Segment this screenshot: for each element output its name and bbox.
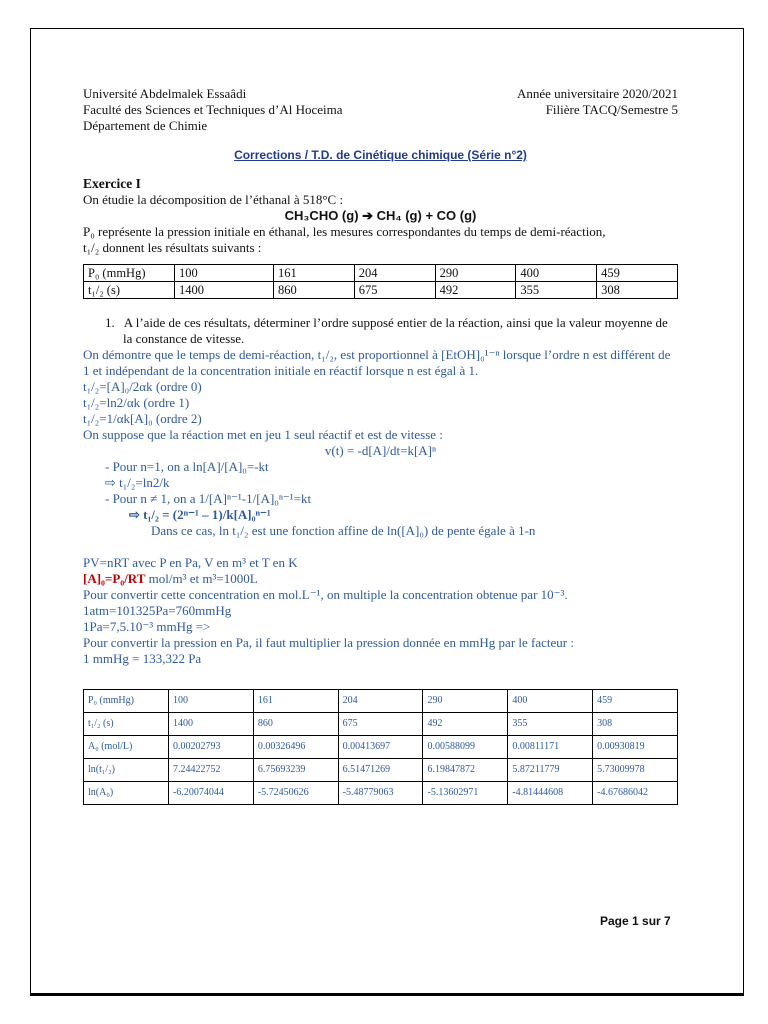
case-n-note: Dans ce cas, ln t₁/₂ est une fonction affine de ln([A]₀) de pente égale à 1-n <box>151 523 536 538</box>
row-label: ln(A₀) <box>84 782 169 805</box>
header <box>83 86 678 134</box>
table-row <box>84 690 678 713</box>
row-label: t₁/₂ (s) <box>84 282 175 299</box>
row-label: ln(t₁/₂) <box>84 759 169 782</box>
table-row <box>84 265 678 282</box>
case-n-half-life: ⇨ t₁/₂ = (2ⁿ⁻¹ – 1)/k[A]₀ⁿ⁻¹ <box>129 507 271 522</box>
table-cell: 492 <box>435 282 516 299</box>
page-bottom-edge <box>30 994 744 996</box>
row-label: A₀ (mol/L) <box>84 736 169 759</box>
reaction-equation: CH₃CHO (g) ➔ CH₄ (g) + CO (g) <box>284 208 477 223</box>
table-cell: 355 <box>508 713 593 736</box>
table-cell: 161 <box>253 690 338 713</box>
table-cell: -4.81444608 <box>508 782 593 805</box>
table-cell: 204 <box>338 690 423 713</box>
case-n1-half-life: ⇨ t₁/₂=ln2/k <box>105 475 170 490</box>
document-body <box>83 86 678 805</box>
initial-concentration <box>83 571 678 587</box>
academic-year: Année universitaire 2020/2021 <box>516 86 678 101</box>
document-title: Corrections / T.D. de Cinétique chimique (Série n°2) <box>234 148 527 162</box>
answer-paragraph-1: On démontre que le temps de demi-réaction, t₁/₂, est proportionnel à [EtOH]₀¹⁻ⁿ lorsque l’ordre n est différent de 1 et indépendant de la concentration initiale en réactif lorsque n est égal à 1. <box>83 347 671 378</box>
table-cell: 0.00413697 <box>338 736 423 759</box>
row-label: t₁/₂ (s) <box>84 713 169 736</box>
table-row <box>84 782 678 805</box>
initial-concentration-unit: mol/m³ et m³=1000L <box>145 571 258 586</box>
rate-law: v(t) = -d[A]/dt=k[A]ⁿ <box>324 443 437 458</box>
table-row <box>84 713 678 736</box>
case-n1-integrated: - Pour n=1, on a ln[A]/[A]₀=-kt <box>105 459 269 474</box>
header-left <box>83 86 343 134</box>
table-cell: -4.67686042 <box>593 782 678 805</box>
table-cell: 0.00588099 <box>423 736 508 759</box>
conversion-note-1: Pour convertir cette concentration en mol.L⁻¹, on multiple la concentration obtenue par 10⁻³. <box>83 587 568 602</box>
case-n-integrated: - Pour n ≠ 1, on a 1/[A]ⁿ⁻¹-1/[A]₀ⁿ⁻¹=kt <box>105 491 312 506</box>
table-cell: 675 <box>338 713 423 736</box>
exercise-description-2: t₁/₂ donnent les résultats suivants : <box>83 240 262 255</box>
table-cell: 400 <box>516 265 597 282</box>
table-row <box>84 282 678 299</box>
half-life-order-0: t₁/₂=[A]₀/2αk (ordre 0) <box>83 379 202 394</box>
table-cell: 5.73009978 <box>593 759 678 782</box>
data-table-2 <box>83 689 678 805</box>
question-1 <box>105 315 678 347</box>
table-cell: 5.87211779 <box>508 759 593 782</box>
answer-paragraph-2: On suppose que la réaction met en jeu 1 seul réactif et est de vitesse : <box>83 427 443 442</box>
table-cell: 308 <box>597 282 678 299</box>
table-cell: 0.00930819 <box>593 736 678 759</box>
ideal-gas-law: PV=nRT avec P en Pa, V en m³ et T en K <box>83 555 298 570</box>
program: Filière TACQ/Semestre 5 <box>545 102 678 117</box>
conversion-note-2: Pour convertir la pression en Pa, il faut multiplier la pression donnée en mmHg par le facteur : <box>83 635 574 650</box>
table-cell: 6.75693239 <box>253 759 338 782</box>
faculty: Faculté des Sciences et Techniques d’Al Hoceima <box>83 102 343 117</box>
table-cell: 290 <box>423 690 508 713</box>
exercise-intro: On étudie la décomposition de l’éthanal à 518°C : <box>83 192 344 207</box>
table-cell: -6.20074044 <box>169 782 254 805</box>
table-cell: 860 <box>253 713 338 736</box>
table-cell: 6.19847872 <box>423 759 508 782</box>
table-cell: 290 <box>435 265 516 282</box>
table-cell: 400 <box>508 690 593 713</box>
table-row <box>84 759 678 782</box>
row-label: P₀ (mmHg) <box>84 265 175 282</box>
question-text: A l’aide de ces résultats, déterminer l’ordre supposé entier de la réaction, ainsi que la valeur moyenne de la constance de vitesse. <box>123 315 668 346</box>
table-cell: 0.00326496 <box>253 736 338 759</box>
table-cell: 6.51471269 <box>338 759 423 782</box>
table-cell: 100 <box>169 690 254 713</box>
header-right <box>517 86 678 134</box>
atm-equivalence: 1atm=101325Pa=760mmHg <box>83 603 232 618</box>
table-cell: 459 <box>593 690 678 713</box>
question-number: 1. <box>105 315 115 330</box>
table-cell: -5.48779063 <box>338 782 423 805</box>
table-cell: 204 <box>354 265 435 282</box>
table-cell: 7.24422752 <box>169 759 254 782</box>
table-cell: 492 <box>423 713 508 736</box>
table-cell: 308 <box>593 713 678 736</box>
exercise-description-1: P₀ représente la pression initiale en éthanal, les mesures correspondantes du temps de demi-réaction, <box>83 224 606 239</box>
table-cell: 1400 <box>169 713 254 736</box>
page-number: Page 1 sur 7 <box>600 914 671 928</box>
table-cell: 1400 <box>175 282 274 299</box>
table-cell: 0.00202793 <box>169 736 254 759</box>
half-life-order-1: t₁/₂=ln2/αk (ordre 1) <box>83 395 190 410</box>
row-label: P₀ (mmHg) <box>84 690 169 713</box>
university: Université Abdelmalek Essaâdi <box>83 86 247 101</box>
table-cell: 0.00811171 <box>508 736 593 759</box>
table-cell: 161 <box>273 265 354 282</box>
table-cell: 459 <box>597 265 678 282</box>
table-cell: 355 <box>516 282 597 299</box>
pascal-equivalence: 1Pa=7,5.10⁻³ mmHg => <box>83 619 211 634</box>
answer-block <box>83 347 678 667</box>
table-cell: 675 <box>354 282 435 299</box>
exercise-heading: Exercice I <box>83 176 141 191</box>
table-cell: -5.13602971 <box>423 782 508 805</box>
mmhg-equivalence: 1 mmHg = 133,322 Pa <box>83 651 202 666</box>
department: Département de Chimie <box>83 118 208 133</box>
table-cell: 860 <box>273 282 354 299</box>
table-cell: -5.72450626 <box>253 782 338 805</box>
table-row <box>84 736 678 759</box>
half-life-order-2: t₁/₂=1/αk[A]₀ (ordre 2) <box>83 411 202 426</box>
data-table-1 <box>83 264 678 299</box>
table-cell: 100 <box>175 265 274 282</box>
initial-concentration-formula: [A]₀=P₀/RT <box>83 571 146 586</box>
